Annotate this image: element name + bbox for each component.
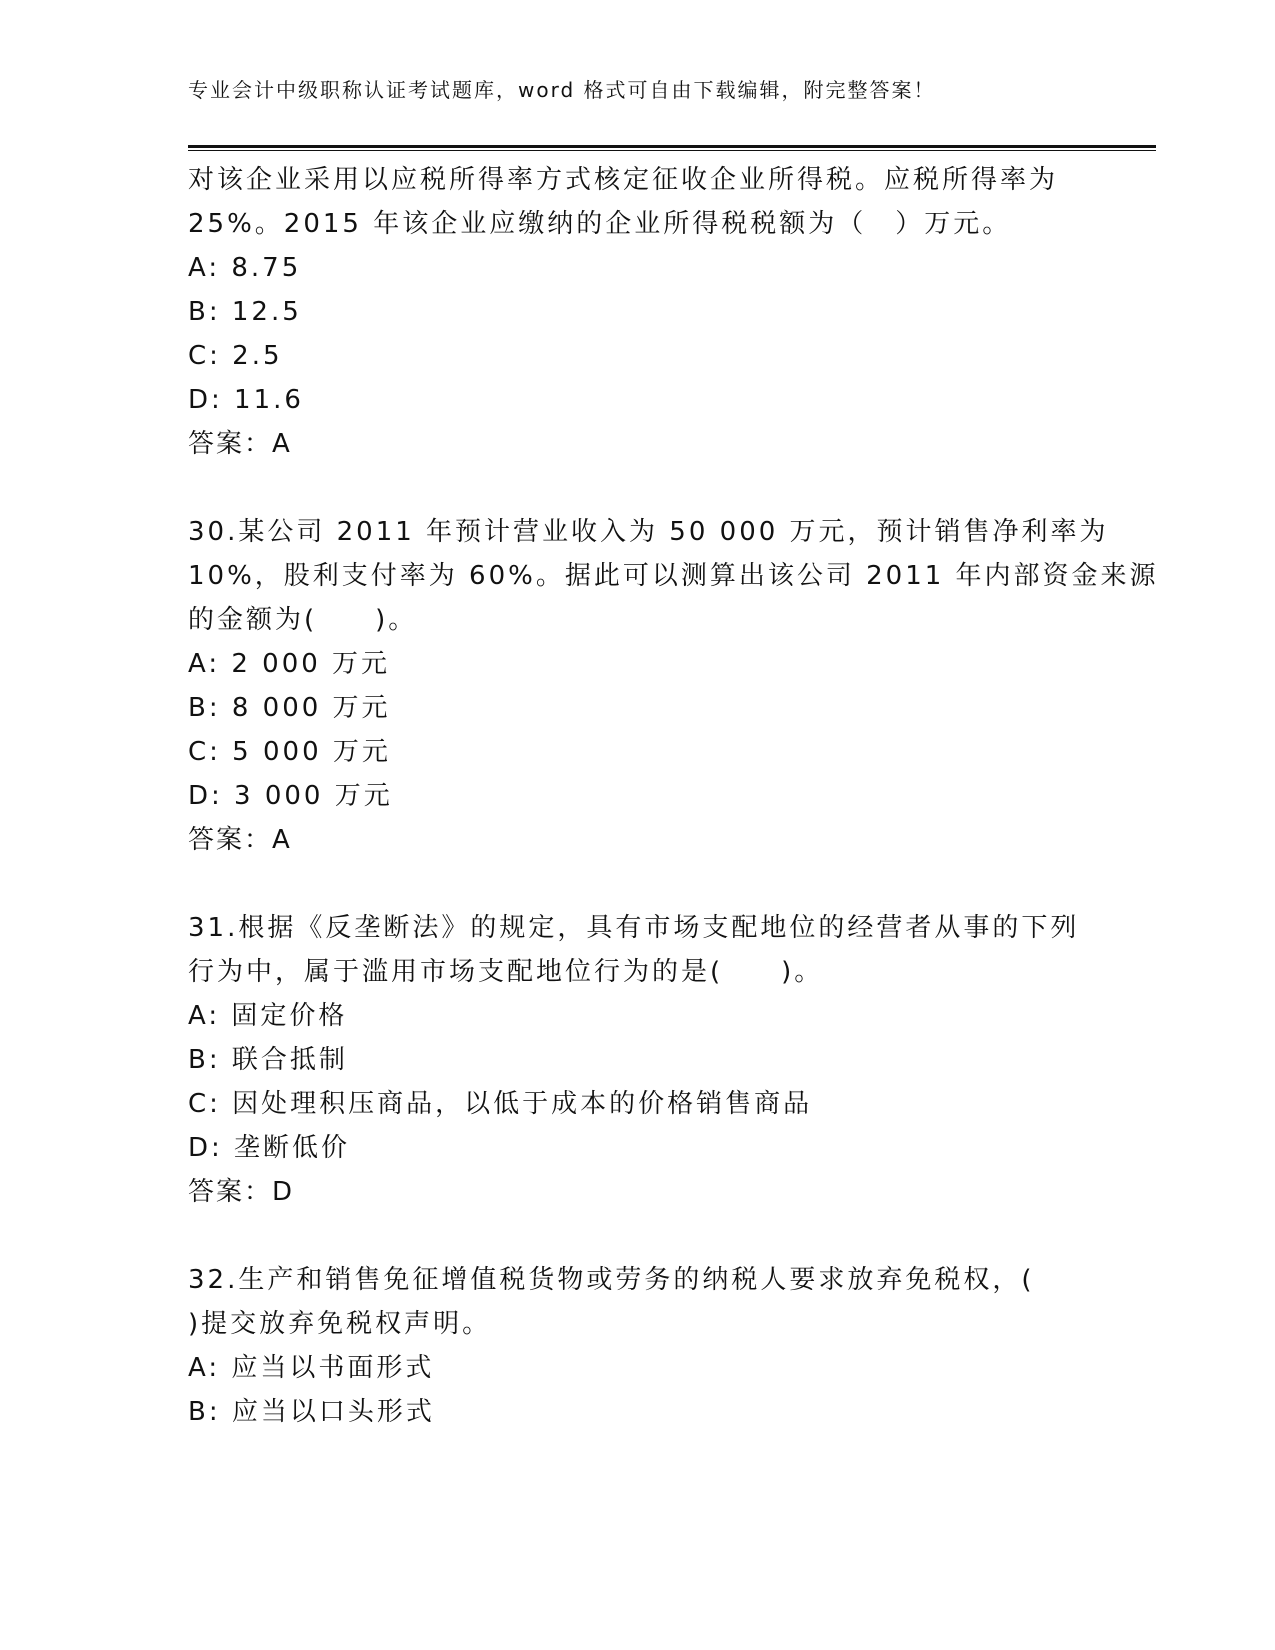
question-block [188, 158, 1088, 466]
option-a: A: 8.75 [188, 253, 302, 283]
question-text: 32.生产和销售免征增值税货物或劳务的纳税人要求放弃免税权，( [188, 1265, 1035, 1295]
question-text: 31.根据《反垄断法》的规定，具有市场支配地位的经营者从事的下列 [188, 913, 1080, 943]
answer-line: 答案：D [188, 1177, 295, 1207]
option-c: C: 5 000 万元 [188, 737, 391, 767]
option-b: B: 12.5 [188, 297, 302, 327]
question-text: 10%，股利支付率为 60%。据此可以测算出该公司 2011 年内部资金来源 [188, 561, 1159, 591]
question-text: 对该企业采用以应税所得率方式核定征收企业所得税。应税所得率为 [188, 165, 1059, 195]
option-c: C: 因处理积压商品，以低于成本的价格销售商品 [188, 1089, 813, 1119]
question-text: 30.某公司 2011 年预计营业收入为 50 000 万元，预计销售净利率为 [188, 517, 1109, 547]
question-text: 的金额为( )。 [188, 605, 418, 635]
option-d: D: 3 000 万元 [188, 781, 393, 811]
option-a: A: 应当以书面形式 [188, 1353, 435, 1383]
option-d: D: 11.6 [188, 385, 304, 415]
question-text: 25%。2015 年该企业应缴纳的企业所得税税额为（ ）万元。 [188, 209, 1012, 239]
question-text: )提交放弃免税权声明。 [188, 1309, 492, 1339]
answer-line: 答案：A [188, 825, 292, 855]
question-block [188, 1258, 1088, 1434]
question-list [188, 158, 1159, 1434]
page-header: 专业会计中级职称认证考试题库，word 格式可自由下载编辑，附完整答案！ [188, 78, 936, 102]
option-d: D: 垄断低价 [188, 1133, 351, 1163]
option-a: A: 2 000 万元 [188, 649, 391, 679]
question-text: 行为中，属于滥用市场支配地位行为的是( )。 [188, 957, 824, 987]
option-c: C: 2.5 [188, 341, 283, 371]
answer-line: 答案：A [188, 429, 292, 459]
option-b: B: 8 000 万元 [188, 693, 391, 723]
question-block [188, 906, 1088, 1214]
question-block [188, 510, 1159, 862]
header-divider [188, 145, 1156, 148]
option-b: B: 应当以口头形式 [188, 1397, 435, 1427]
option-b: B: 联合抵制 [188, 1045, 348, 1075]
header-divider-thin [188, 150, 1156, 151]
option-a: A: 固定价格 [188, 1001, 348, 1031]
